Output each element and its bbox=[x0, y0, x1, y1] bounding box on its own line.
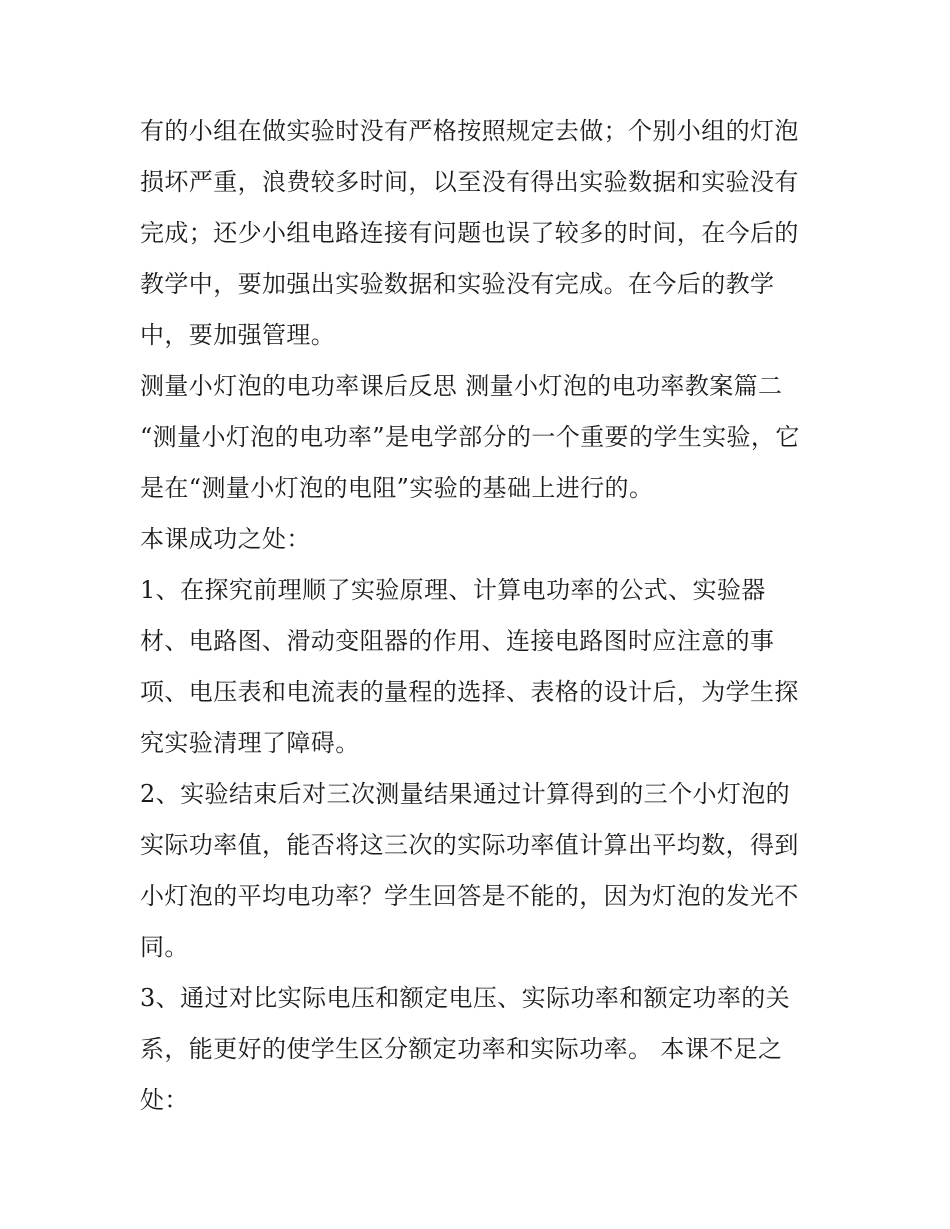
text-line-5: 中，要加强管理。 bbox=[140, 321, 336, 349]
text-line-13: 究实验清理了障碍。 bbox=[140, 729, 360, 757]
document-body bbox=[140, 106, 830, 1126]
text-line-18: 3、通过对比实际电压和额定电压、实际功率和额定功率的关 bbox=[140, 984, 791, 1012]
text-line-11: 材、电路图、滑动变阻器的作用、连接电路图时应注意的事 bbox=[140, 627, 775, 655]
text-line-12: 项、电压表和电流表的量程的选择、表格的设计后，为学生探 bbox=[140, 678, 799, 706]
text-line-6: 测量小灯泡的电功率课后反思 测量小灯泡的电功率教案篇二 bbox=[140, 372, 783, 400]
text-line-3: 完成；还少小组电路连接有问题也误了较多的时间，在今后的 bbox=[140, 219, 799, 247]
text-line-17: 同。 bbox=[140, 933, 189, 961]
text-line-10: 1、在探究前理顺了实验原理、计算电功率的公式、实验器 bbox=[140, 576, 766, 604]
text-line-14: 2、实验结束后对三次测量结果通过计算得到的三个小灯泡的 bbox=[140, 780, 791, 808]
text-line-4: 教学中，要加强出实验数据和实验没有完成。在今后的教学 bbox=[140, 270, 775, 298]
text-line-8: 是在“测量小灯泡的电阻”实验的基础上进行的。 bbox=[140, 474, 654, 502]
text-line-9: 本课成功之处： bbox=[140, 525, 311, 553]
text-line-16: 小灯泡的平均电功率？学生回答是不能的，因为灯泡的发光不 bbox=[140, 882, 799, 910]
text-line-19: 系，能更好的使学生区分额定功率和实际功率。 本课不足之 bbox=[140, 1035, 783, 1063]
text-line-1: 有的小组在做实验时没有严格按照规定去做；个别小组的灯泡 bbox=[140, 117, 799, 145]
text-line-20: 处： bbox=[140, 1086, 189, 1114]
text-line-15: 实际功率值，能否将这三次的实际功率值计算出平均数，得到 bbox=[140, 831, 799, 859]
text-line-2: 损坏严重，浪费较多时间，以至没有得出实验数据和实验没有 bbox=[140, 168, 799, 196]
text-line-7: “测量小灯泡的电功率”是电学部分的一个重要的学生实验，它 bbox=[140, 423, 800, 451]
